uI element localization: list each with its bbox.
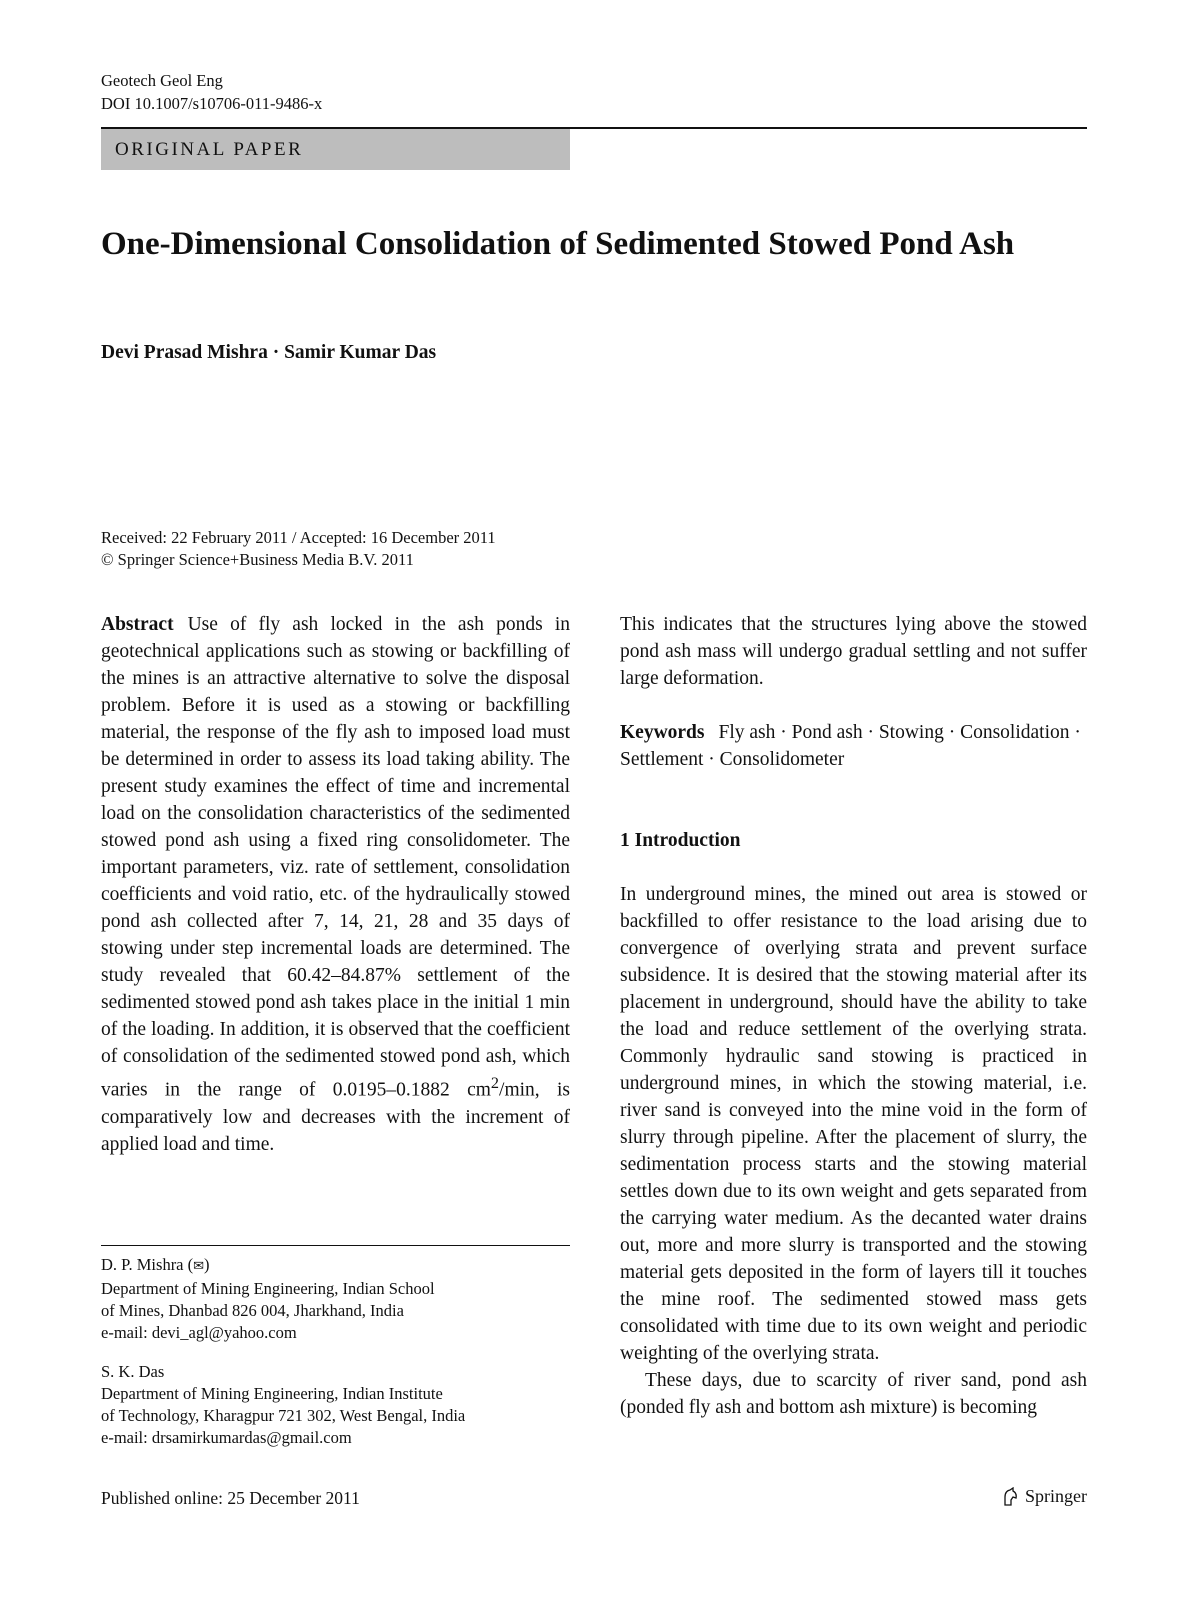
publisher-name: Springer xyxy=(1025,1486,1087,1506)
author-name-end: ) xyxy=(204,1255,210,1274)
authors: Devi Prasad Mishra · Samir Kumar Das xyxy=(101,342,437,363)
left-column xyxy=(101,611,570,1158)
keywords xyxy=(620,719,1087,773)
publisher-logo xyxy=(1001,1486,1087,1507)
affiliation-email[interactable]: e-mail: devi_agl@yahoo.com xyxy=(101,1323,297,1342)
envelope-icon[interactable]: ✉ xyxy=(193,1259,205,1274)
abstract-text-end: /min, is comparatively low and decreases with the increment of applied load and time. xyxy=(101,1079,570,1155)
springer-horse-icon xyxy=(1001,1487,1019,1507)
affiliation-line: of Mines, Dhanbad 826 004, Jharkhand, India xyxy=(101,1301,404,1320)
keywords-heading: Keywords xyxy=(620,722,705,743)
received-accepted: Received: 22 February 2011 / Accepted: 16 December 2011 xyxy=(101,528,496,547)
journal-header xyxy=(101,69,322,115)
author-name: D. P. Mishra ( xyxy=(101,1255,194,1274)
abstract-continuation: This indicates that the structures lying above the stowed pond ash mass will undergo gradual settling and not suffer large deformation. xyxy=(620,614,1087,689)
paper-title: One-Dimensional Consolidation of Sedimented Stowed Pond Ash xyxy=(101,226,1015,262)
affiliation-name: S. K. Das xyxy=(101,1362,165,1381)
doi: DOI 10.1007/s10706-011-9486-x xyxy=(101,94,323,113)
affiliation-email[interactable]: e-mail: drsamirkumardas@gmail.com xyxy=(101,1428,352,1447)
affiliation-name xyxy=(101,1254,570,1278)
right-column xyxy=(620,611,1087,1421)
intro-paragraph-1: In underground mines, the mined out area is stowed or backfilled to offer resistance to the load arising due to convergence of overlying strata and prevent surface subsidence. It is desired that the stowing material after its placement in underground, should have the ability to take the load and reduce settlement of the overlying strata. Commonly hydraulic sand stowing is practiced in underground mines, in which the stowing material, i.e. river sand is conveyed into the mine void in the form of slurry through pipeline. After the placement of slurry, the sedimentation process starts and the stowing material settles down due to its own weight and gets separated from the carrying water medium. As the decanted water drains out, more and more slurry is transported and the stowing material gets deposited in the form of layers till it touches the mine roof. The sedimented stowed mass gets consolidated with time due to its own weight and periodic weighting of the overlying strata. xyxy=(620,884,1087,1364)
abstract-heading: Abstract xyxy=(101,614,174,635)
affiliation-line: of Technology, Kharagpur 721 302, West Bengal, India xyxy=(101,1406,466,1425)
copyright: © Springer Science+Business Media B.V. 2011 xyxy=(101,550,414,569)
published-online: Published online: 25 December 2011 xyxy=(101,1488,360,1508)
affiliation-rule xyxy=(101,1245,570,1246)
paper-type-banner: ORIGINAL PAPER xyxy=(101,129,570,170)
intro-paragraph-2: These days, due to scarcity of river sand, pond ash (ponded fly ash and bottom ash mixture) is becoming xyxy=(620,1370,1087,1418)
affiliation-line: Department of Mining Engineering, Indian Institute xyxy=(101,1384,443,1403)
keywords-text: Fly ash · Pond ash · Stowing · Consolidation · Settlement · Consolidometer xyxy=(620,722,1081,770)
dates-block xyxy=(101,527,496,571)
affiliation-line: Department of Mining Engineering, Indian School xyxy=(101,1279,435,1298)
journal-name: Geotech Geol Eng xyxy=(101,71,223,90)
abstract-superscript: 2 xyxy=(490,1074,500,1092)
affiliation-das xyxy=(101,1361,570,1449)
section-heading-introduction: 1 Introduction xyxy=(620,830,741,851)
abstract-text: Use of fly ash locked in the ash ponds in geotechnical applications such as stowing or backfilling of the mines is an attractive alternative to solve the disposal problem. Before it is used as a stowing or backfilling material, the response of the fly ash to imposed load must be determined in order to assess its load taking ability. The present study examines the effect of time and incremental load on the consolidation characteristics of the sedimented stowed pond ash using a fixed ring consolidometer. The important parameters, viz. rate of settlement, consolidation coefficients and void ratio, etc. of the hydraulically stowed pond ash collected after 7, 14, 21, 28 and 35 days of stowing under step incremental loads are determined. The study revealed that 60.42–84.87% settlement of the sedimented stowed pond ash takes place in the initial 1 min of the loading. In addition, it is observed that the coefficient of consolidation of the sedimented stowed pond ash, which varies in the range of 0.0195–0.1882 cm xyxy=(101,614,570,1101)
abstract xyxy=(101,611,570,1158)
affiliation-mishra xyxy=(101,1254,570,1344)
